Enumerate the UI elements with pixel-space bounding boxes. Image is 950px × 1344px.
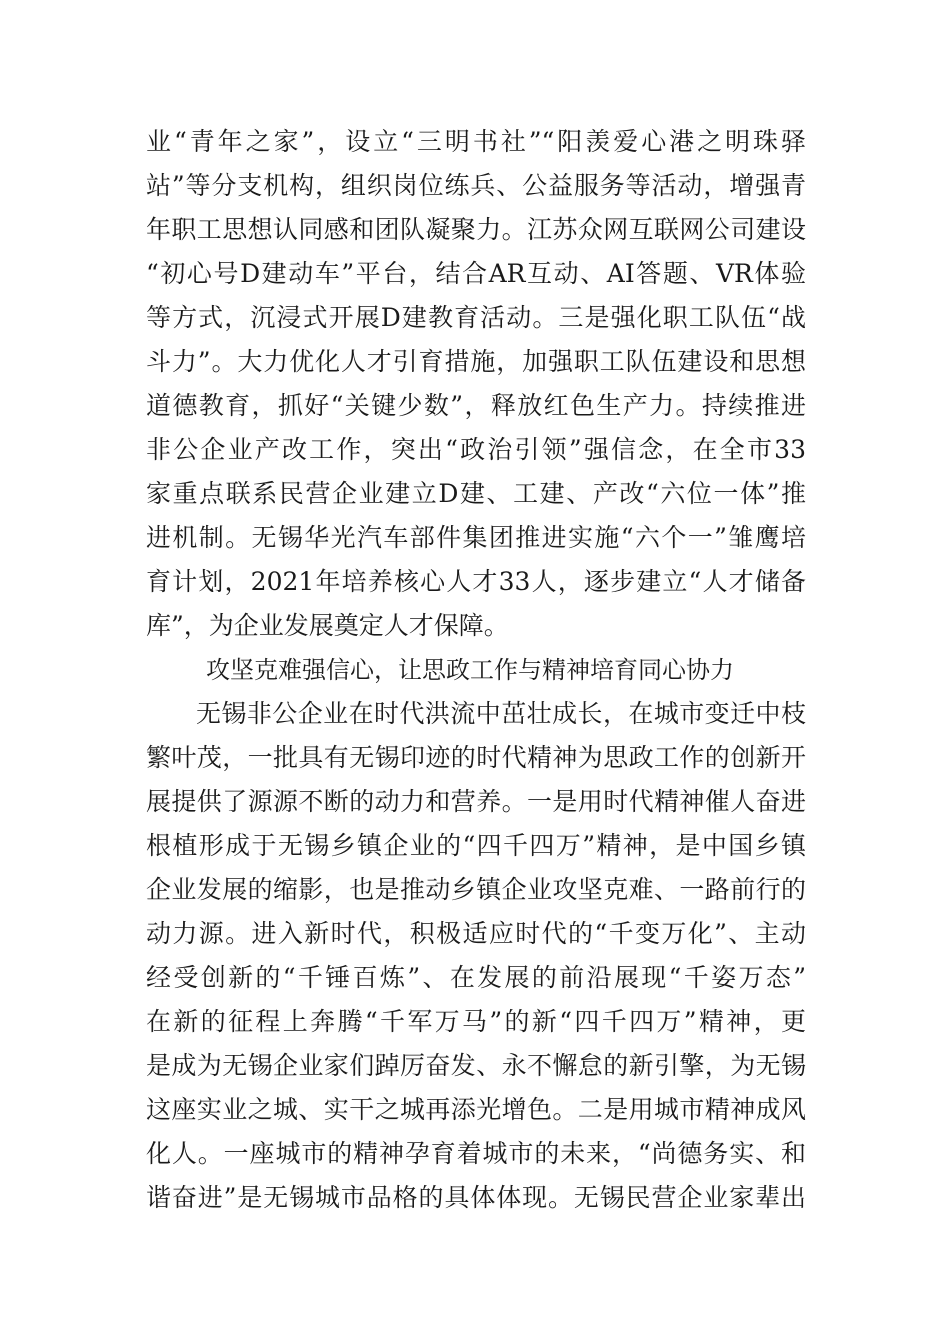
paragraph-1-line-4: “初心号D建动车”平台，结合AR互动、AI答题、VR体验 — [146, 259, 806, 288]
paragraph-2-line-5: 企业发展的缩影，也是推动乡镇企业攻坚克难、一路前行的 — [146, 875, 806, 904]
paragraph-1-line-9: 家重点联系民营企业建立D建、工建、产改“六位一体”推 — [146, 479, 806, 508]
paragraph-2-line-9: 是成为无锡企业家们踔厉奋发、永不懈怠的新引擎，为无锡 — [146, 1051, 806, 1080]
paragraph-2-line-3: 展提供了源源不断的动力和营养。一是用时代精神催人奋进 — [146, 787, 806, 816]
paragraph-2-line-1: 无锡非公企业在时代洪流中茁壮成长，在城市变迁中枝 — [196, 699, 806, 728]
paragraph-2-line-2: 繁叶茂，一批具有无锡印迹的时代精神为思政工作的创新开 — [146, 743, 806, 772]
paragraph-1-line-8: 非公企业产改工作，突出“政治引领”强信念，在全市33 — [146, 435, 806, 464]
paragraph-2-line-7: 经受创新的“千锤百炼”、在发展的前沿展现“千姿万态” — [146, 963, 806, 992]
paragraph-2-line-8: 在新的征程上奔腾“千军万马”的新“四千四万”精神，更 — [146, 1007, 806, 1036]
paragraph-1-line-11: 育计划，2021年培养核心人才33人，逐步建立“人才储备 — [146, 567, 806, 596]
paragraph-1-line-3: 年职工思想认同感和团队凝聚力。江苏众网互联网公司建设 — [146, 215, 806, 244]
paragraph-1-line-6: 斗力”。大力优化人才引育措施，加强职工队伍建设和思想 — [146, 347, 806, 376]
paragraph-2-line-10: 这座实业之城、实干之城再添光增色。二是用城市精神成风 — [146, 1095, 806, 1124]
paragraph-1-line-7: 道德教育，抓好“关键少数”，释放红色生产力。持续推进 — [146, 391, 806, 420]
section-heading: 攻坚克难强信心，让思政工作与精神培育同心协力 — [206, 656, 734, 684]
paragraph-2-line-6: 动力源。进入新时代，积极适应时代的“千变万化”、主动 — [146, 919, 806, 948]
paragraph-1-line-5: 等方式，沉浸式开展D建教育活动。三是强化职工队伍“战 — [146, 303, 806, 332]
paragraph-1-line-2: 站”等分支机构，组织岗位练兵、公益服务等活动，增强青 — [146, 171, 806, 200]
paragraph-1-line-10: 进机制。无锡华光汽车部件集团推进实施“六个一”雏鹰培 — [146, 523, 806, 552]
paragraph-2-line-12: 谐奋进”是无锡城市品格的具体体现。无锡民营企业家辈出 — [146, 1183, 806, 1212]
paragraph-1-line-12: 库”，为企业发展奠定人才保障。 — [146, 611, 509, 640]
paragraph-1-line-1: 业“青年之家”，设立“三明书社”“阳羡爱心港之明珠驿 — [146, 127, 806, 156]
paragraph-2-line-4: 根植形成于无锡乡镇企业的“四千四万”精神，是中国乡镇 — [146, 831, 806, 860]
paragraph-2-line-11: 化人。一座城市的精神孕育着城市的未来，“尚德务实、和 — [146, 1139, 806, 1168]
